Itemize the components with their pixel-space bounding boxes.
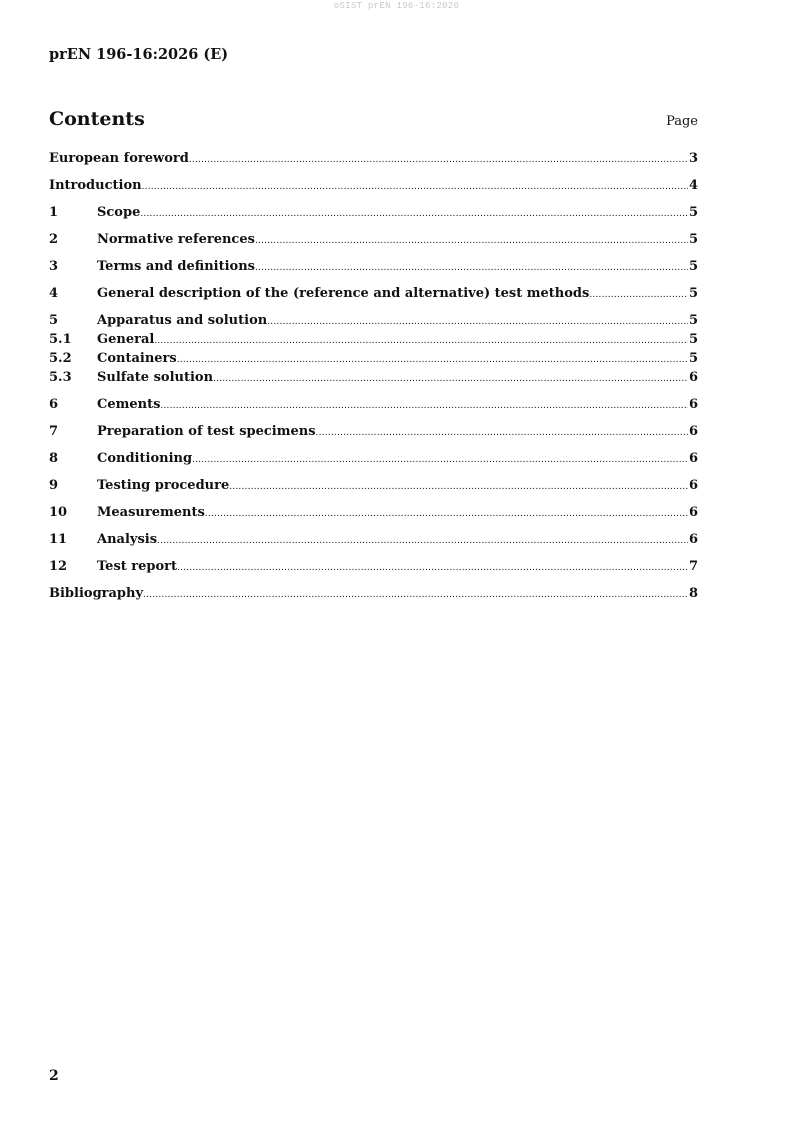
toc-entry-page: 8 xyxy=(688,586,698,601)
toc-entry[interactable] xyxy=(49,504,698,523)
toc-entry[interactable] xyxy=(49,477,698,496)
toc-entry[interactable] xyxy=(49,396,698,415)
toc-entry[interactable] xyxy=(49,285,698,304)
toc-leader xyxy=(205,506,688,523)
toc-entry-page: 5 xyxy=(688,351,698,366)
toc-entry-title: Scope xyxy=(97,205,141,220)
toc-entry-title: Introduction xyxy=(49,178,142,193)
toc-entry-page: 6 xyxy=(688,397,698,412)
toc-leader xyxy=(213,371,688,388)
toc-entry-title: Normative references xyxy=(97,232,255,247)
toc-leader xyxy=(229,479,688,496)
toc-entry-page: 4 xyxy=(688,178,698,193)
toc-entry[interactable] xyxy=(49,558,698,577)
document-id: prEN 196-16:2026 (E) xyxy=(49,46,229,63)
toc-entry[interactable] xyxy=(49,350,698,369)
toc-entry[interactable] xyxy=(49,531,698,550)
toc-entry-number: 6 xyxy=(49,397,59,412)
toc-entry-number: 5 xyxy=(49,313,59,328)
toc-entry-title: European foreword xyxy=(49,151,189,166)
toc-entry-title: General description of the (reference and alternative) test methods xyxy=(97,286,590,301)
toc-entry-number: 8 xyxy=(49,451,59,466)
toc-leader xyxy=(255,233,688,250)
toc-entry-title: Cements xyxy=(97,397,161,412)
toc-entry[interactable] xyxy=(49,423,698,442)
toc-entry[interactable] xyxy=(49,450,698,469)
toc-entry-number: 9 xyxy=(49,478,59,493)
toc-entry-title: Testing procedure xyxy=(97,478,230,493)
toc-leader xyxy=(267,314,688,331)
toc-entry-page: 7 xyxy=(688,559,698,574)
toc-entry-page: 5 xyxy=(688,205,698,220)
toc-leader xyxy=(154,333,688,350)
toc-entry-number: 4 xyxy=(49,286,59,301)
toc-entry[interactable] xyxy=(49,150,698,169)
toc-leader xyxy=(192,452,688,469)
toc-leader xyxy=(189,152,688,169)
toc-entry-number: 11 xyxy=(49,532,68,547)
toc-entry-title: Apparatus and solution xyxy=(97,313,268,328)
page-column-label: Page xyxy=(666,114,698,129)
toc-entry-number: 5.3 xyxy=(49,370,72,385)
toc-entry-page: 6 xyxy=(688,532,698,547)
toc-entry[interactable] xyxy=(49,331,698,350)
toc-entry-page: 5 xyxy=(688,313,698,328)
toc-entry-title: Test report xyxy=(97,559,178,574)
toc-leader xyxy=(177,352,688,369)
table-of-contents xyxy=(49,150,698,604)
toc-entry-page: 6 xyxy=(688,505,698,520)
toc-entry-number: 1 xyxy=(49,205,59,220)
toc-entry-page: 6 xyxy=(688,451,698,466)
toc-entry-number: 2 xyxy=(49,232,59,247)
toc-leader xyxy=(316,425,688,442)
toc-leader xyxy=(589,287,688,304)
toc-entry-number: 7 xyxy=(49,424,59,439)
toc-entry[interactable] xyxy=(49,204,698,223)
toc-entry-page: 5 xyxy=(688,332,698,347)
toc-entry-page: 5 xyxy=(688,259,698,274)
toc-leader xyxy=(143,587,688,604)
toc-leader xyxy=(160,398,688,415)
toc-entry[interactable] xyxy=(49,177,698,196)
toc-entry-number: 5.2 xyxy=(49,351,72,366)
toc-entry-number: 12 xyxy=(49,559,68,574)
toc-entry-title: Sulfate solution xyxy=(97,370,214,385)
toc-entry-page: 6 xyxy=(688,424,698,439)
toc-entry-number: 10 xyxy=(49,505,68,520)
toc-leader xyxy=(157,533,688,550)
toc-title: Contents xyxy=(49,108,145,130)
toc-entry[interactable] xyxy=(49,369,698,388)
watermark: oSIST prEN 196-16:2026 xyxy=(333,1,460,11)
toc-entry-number: 3 xyxy=(49,259,59,274)
toc-leader xyxy=(255,260,688,277)
toc-entry-title: Bibliography xyxy=(49,586,144,601)
toc-entry-page: 6 xyxy=(688,370,698,385)
toc-entry-title: Containers xyxy=(97,351,177,366)
toc-entry-title: General xyxy=(97,332,155,347)
page-number: 2 xyxy=(49,1068,59,1084)
toc-entry-page: 3 xyxy=(688,151,698,166)
toc-entry[interactable] xyxy=(49,258,698,277)
toc-entry-title: Measurements xyxy=(97,505,205,520)
toc-entry-title: Conditioning xyxy=(97,451,193,466)
toc-entry-title: Terms and definitions xyxy=(97,259,255,274)
toc-entry-title: Analysis xyxy=(97,532,158,547)
toc-entry-title: Preparation of test specimens xyxy=(97,424,316,439)
toc-entry-page: 6 xyxy=(688,478,698,493)
toc-entry-page: 5 xyxy=(688,232,698,247)
toc-entry[interactable] xyxy=(49,312,698,331)
toc-leader xyxy=(177,560,688,577)
toc-leader xyxy=(142,179,688,196)
toc-leader xyxy=(140,206,688,223)
toc-entry[interactable] xyxy=(49,231,698,250)
toc-entry-number: 5.1 xyxy=(49,332,72,347)
toc-entry-page: 5 xyxy=(688,286,698,301)
toc-entry[interactable] xyxy=(49,585,698,604)
